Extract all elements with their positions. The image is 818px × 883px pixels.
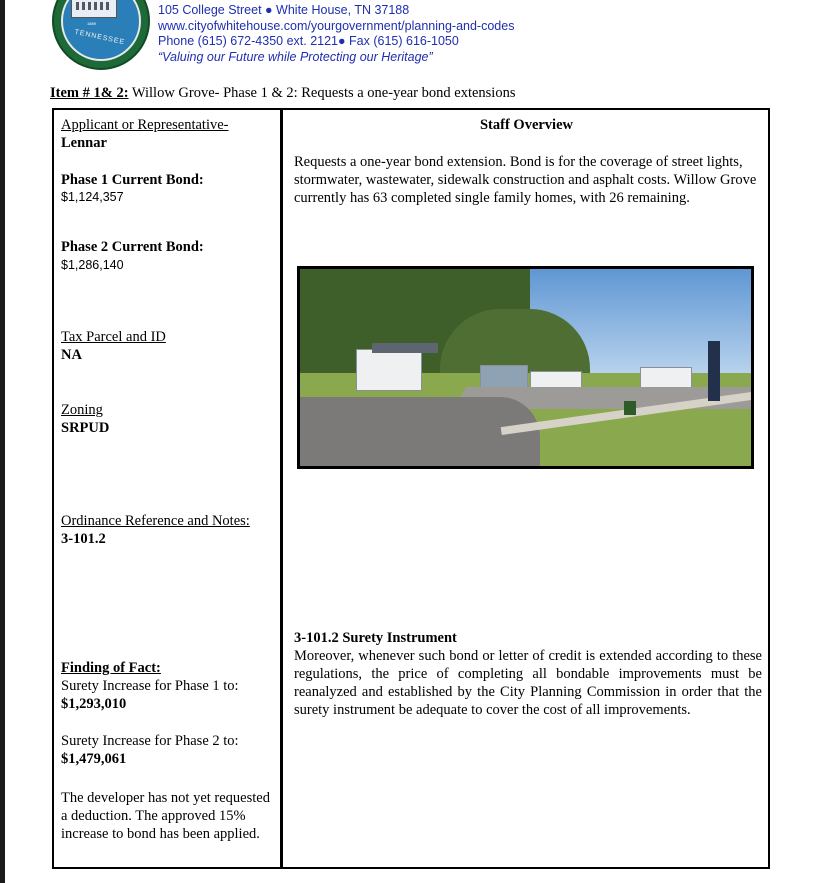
photo-sign bbox=[708, 341, 720, 401]
tax-parcel-value: NA bbox=[61, 347, 82, 363]
seal-state: TENNESSEE bbox=[73, 28, 126, 47]
city-seal-logo bbox=[52, 0, 150, 70]
letterhead-phone: Phone (615) 672-4350 ext. 2121● Fax (615) 616-1050 bbox=[158, 34, 459, 48]
phase2-bond-label: Phase 2 Current Bond: bbox=[61, 239, 204, 255]
ordinance-label: Ordinance Reference and Notes: bbox=[61, 513, 250, 529]
letterhead bbox=[158, 3, 514, 65]
column-divider bbox=[280, 108, 283, 869]
letterhead-address: 105 College Street ● White House, TN 37188 bbox=[158, 3, 410, 17]
photo-roof bbox=[372, 343, 438, 353]
letterhead-motto: “Valuing our Future while Protecting our Heritage” bbox=[158, 49, 433, 64]
photo-house bbox=[356, 349, 422, 391]
staff-overview-heading: Staff Overview bbox=[479, 117, 573, 133]
applicant-value: Lennar bbox=[61, 135, 107, 151]
seal-year: 1889 bbox=[87, 21, 96, 26]
letterhead-website[interactable]: www.cityofwhitehouse.com/yourgovernment/planning-and-codes bbox=[158, 18, 515, 33]
phase1-bond-label: Phase 1 Current Bond: bbox=[61, 172, 204, 188]
zoning-value: SRPUD bbox=[61, 420, 110, 436]
surety-phase2-value: $1,479,061 bbox=[61, 751, 127, 767]
surety-instrument-text: Moreover, whenever such bond or letter of credit is extended according to these regulations, the price of completing all bondable improvements must be reanalyzed and established by the City Planning Commission in order that the surety instrument be adequate to cover the cost of all improvements. bbox=[294, 648, 762, 718]
zoning-label: Zoning bbox=[61, 402, 103, 418]
tax-parcel-label: Tax Parcel and ID bbox=[61, 329, 166, 345]
subdivision-photo bbox=[297, 266, 754, 469]
surety-phase1-label: Surety Increase for Phase 1 to: bbox=[61, 678, 239, 694]
photo-utility-box bbox=[624, 401, 636, 415]
staff-overview-text: Requests a one-year bond extension. Bond is for the coverage of street lights, stormwater, wastewater, sidewalk construction and asphalt costs. Willow Grove currently has 63 completed single family homes, with 26 remaining. bbox=[294, 154, 757, 206]
surety-phase2-label: Surety Increase for Phase 2 to: bbox=[61, 733, 239, 749]
finding-of-fact-label: Finding of Fact: bbox=[61, 660, 161, 676]
surety-phase1-value: $1,293,010 bbox=[61, 696, 127, 712]
page-left-edge bbox=[0, 0, 5, 883]
item-description: Willow Grove- Phase 1 & 2: Requests a one-year bond extensions bbox=[128, 85, 516, 101]
phase2-bond-value: $1,286,140 bbox=[61, 258, 124, 272]
surety-instrument-heading: 3-101.2 Surety Instrument bbox=[294, 630, 457, 646]
item-table bbox=[52, 108, 770, 869]
photo-house bbox=[480, 365, 528, 389]
seal-building-icon bbox=[71, 0, 117, 18]
applicant-label: Applicant or Representative- bbox=[61, 117, 229, 133]
phase1-bond-value: $1,124,357 bbox=[61, 190, 124, 204]
item-title bbox=[50, 85, 515, 102]
deduction-note: The developer has not yet requested a deduction. The approved 15% increase to bond has been applied. bbox=[61, 790, 270, 842]
ordinance-value: 3-101.2 bbox=[61, 531, 106, 547]
photo-house bbox=[640, 367, 692, 389]
item-number: Item # 1& 2: bbox=[50, 85, 129, 101]
